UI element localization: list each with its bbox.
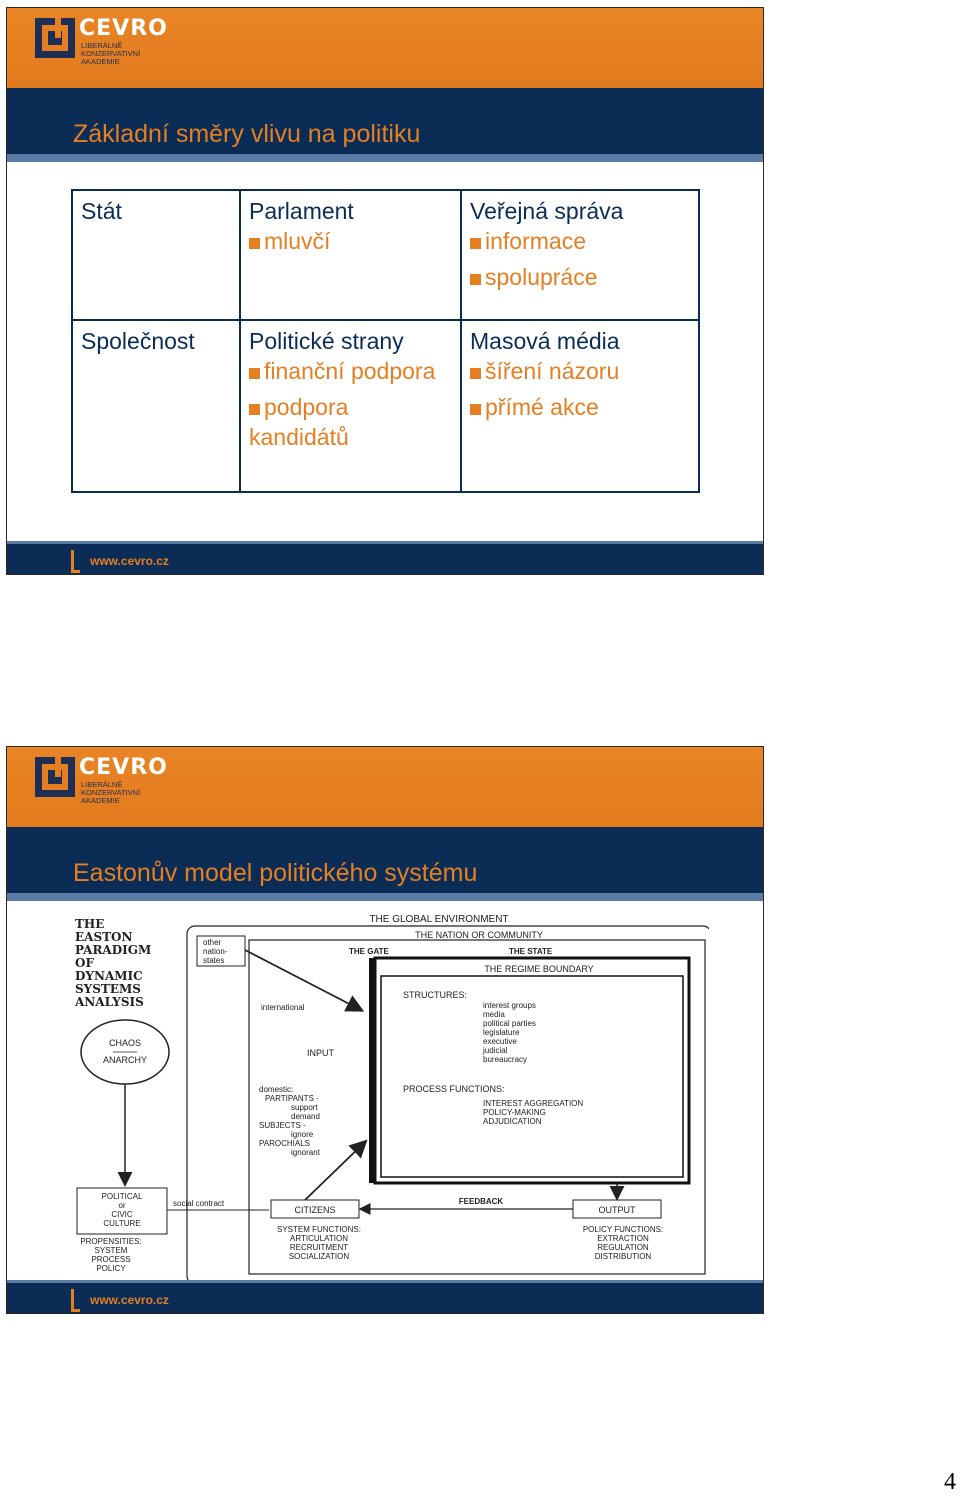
svg-text:ARTICULATION: ARTICULATION (290, 1234, 348, 1243)
table-cell: Společnost (72, 320, 240, 492)
bullet-icon (470, 274, 481, 285)
svg-text:legislature: legislature (483, 1028, 520, 1037)
footer-url[interactable]: www.cevro.cz (90, 554, 169, 568)
process-functions-label: PROCESS FUNCTIONS: (403, 1084, 505, 1094)
svg-text:ADJUDICATION: ADJUDICATION (483, 1117, 542, 1126)
influence-table (71, 189, 700, 493)
svg-text:POLICY FUNCTIONS:: POLICY FUNCTIONS: (582, 1225, 664, 1234)
svg-text:domestic:: domestic: (259, 1085, 294, 1094)
svg-text:executive: executive (483, 1037, 517, 1046)
propensities-list (80, 1237, 141, 1273)
table-row (72, 190, 699, 320)
page-number: 4 (944, 1469, 956, 1495)
list-item: finanční podpora (249, 356, 452, 386)
list-item: přímé akce (470, 392, 690, 422)
svg-text:political parties: political parties (483, 1019, 536, 1028)
process-list (483, 1099, 583, 1126)
global-label: THE GLOBAL ENVIRONMENT (369, 914, 509, 925)
svg-text:PARTIPANTS -: PARTIPANTS - (265, 1094, 319, 1103)
nation-label: THE NATION OR COMMUNITY (415, 930, 543, 940)
svg-text:SUBJECTS -: SUBJECTS - (259, 1121, 306, 1130)
system-functions-list (277, 1225, 361, 1261)
bullet-icon (470, 368, 481, 379)
svg-text:demand: demand (291, 1112, 320, 1121)
svg-text:bureaucracy: bureaucracy (483, 1055, 528, 1064)
paradigm-line: PARADIGM (75, 943, 152, 957)
svg-text:EXTRACTION: EXTRACTION (597, 1234, 649, 1243)
svg-text:ignore: ignore (291, 1130, 314, 1139)
paradigm-title (74, 917, 151, 1009)
international-label: international (261, 1003, 305, 1012)
bullet-icon (249, 368, 260, 379)
structures-label: STRUCTURES: (403, 990, 468, 1000)
svg-text:ignorant: ignorant (291, 1148, 320, 1157)
easton-diagram (69, 910, 709, 1288)
svg-text:CULTURE: CULTURE (103, 1219, 141, 1228)
bullet-icon (470, 404, 481, 415)
svg-text:nation-: nation- (203, 947, 228, 956)
list-item: šíření názoru (470, 356, 690, 386)
output-label: OUTPUT (598, 1205, 636, 1215)
svg-text:INTEREST AGGREGATION: INTEREST AGGREGATION (483, 1099, 584, 1108)
bullet-icon (249, 238, 260, 249)
paradigm-line: EASTON (75, 930, 133, 944)
svg-text:states: states (203, 956, 225, 965)
bracket-icon (71, 550, 80, 573)
domestic-list (259, 1085, 321, 1157)
regime-label: THE REGIME BOUNDARY (484, 964, 594, 974)
slide-title: Eastonův model politického systému (73, 859, 478, 887)
table-row (72, 320, 699, 492)
table-cell: Veřejná správa informace spolupráce (461, 190, 699, 320)
citizens-label: CITIZENS (294, 1205, 336, 1215)
bullet-icon (470, 238, 481, 249)
brand-name: CEVRO (79, 16, 168, 41)
list-item: spolupráce (470, 262, 690, 292)
footer-band (7, 544, 763, 574)
input-label: INPUT (307, 1048, 334, 1058)
footer-url[interactable]: www.cevro.cz (90, 1293, 169, 1307)
svg-text:PROPENSITIES:: PROPENSITIES: (80, 1237, 142, 1246)
svg-text:CIVIC: CIVIC (111, 1210, 133, 1219)
svg-text:judicial: judicial (483, 1046, 508, 1055)
gate-bar (369, 958, 374, 1183)
slide-1 (6, 7, 764, 575)
svg-text:POLICY: POLICY (96, 1264, 126, 1273)
chaos-label: CHAOS (108, 1038, 142, 1048)
bracket-icon (71, 1289, 80, 1312)
cevro-logo-icon (35, 18, 75, 58)
svg-text:media: media (483, 1010, 505, 1019)
svg-text:RECRUITMENT: RECRUITMENT (289, 1243, 349, 1252)
slide-title: Základní směry vlivu na politiku (73, 120, 421, 148)
svg-text:or: or (118, 1201, 126, 1210)
paradigm-line: THE (75, 917, 105, 931)
social-contract-label: social contract (173, 1199, 225, 1208)
cevro-logo-icon (35, 757, 75, 797)
svg-text:support: support (291, 1103, 318, 1112)
list-item: informace (470, 226, 690, 256)
policy-functions-list (583, 1225, 663, 1261)
svg-text:REGULATION: REGULATION (597, 1243, 649, 1252)
paradigm-line: DYNAMIC (75, 969, 143, 983)
table-cell: Masová média šíření názoru přímé akce (461, 320, 699, 492)
list-item: mluvčí (249, 226, 452, 256)
bullet-icon (249, 404, 260, 415)
gate-label: THE GATE (349, 947, 389, 956)
slide-2 (6, 746, 764, 1314)
footer-band (7, 1283, 763, 1313)
svg-text:PAROCHIALS: PAROCHIALS (259, 1139, 310, 1148)
svg-text:SYSTEM: SYSTEM (94, 1246, 128, 1255)
brand-subtitle: LIBERÁLNĚ KONZERVATIVNÍ AKADEMIE (81, 780, 141, 805)
structure-list (482, 1001, 536, 1064)
svg-text:interest groups: interest groups (483, 1001, 536, 1010)
paradigm-line: ANALYSIS (75, 995, 144, 1009)
brand-subtitle: LIBERÁLNĚ KONZERVATIVNÍ AKADEMIE (81, 41, 141, 66)
state-label: THE STATE (509, 947, 553, 956)
svg-text:POLITICAL: POLITICAL (101, 1192, 143, 1201)
table-cell: Stát (72, 190, 240, 320)
brand-name: CEVRO (79, 755, 168, 780)
svg-text:POLICY-MAKING: POLICY-MAKING (483, 1108, 546, 1117)
svg-text:DISTRIBUTION: DISTRIBUTION (594, 1252, 652, 1261)
table-cell: Politické strany finanční podpora podpora kandidátů (240, 320, 461, 492)
svg-text:PROCESS: PROCESS (91, 1255, 131, 1264)
svg-text:SOCIALIZATION: SOCIALIZATION (288, 1252, 350, 1261)
feedback-label: FEEDBACK (458, 1197, 504, 1206)
paradigm-line: OF (75, 956, 94, 970)
anarchy-label: ANARCHY (102, 1055, 148, 1065)
svg-text:SYSTEM FUNCTIONS:: SYSTEM FUNCTIONS: (276, 1225, 362, 1234)
list-item: podpora kandidátů (249, 394, 349, 450)
svg-text:other: other (203, 938, 222, 947)
table-cell: Parlament mluvčí (240, 190, 461, 320)
paradigm-line: SYSTEMS (75, 982, 141, 996)
